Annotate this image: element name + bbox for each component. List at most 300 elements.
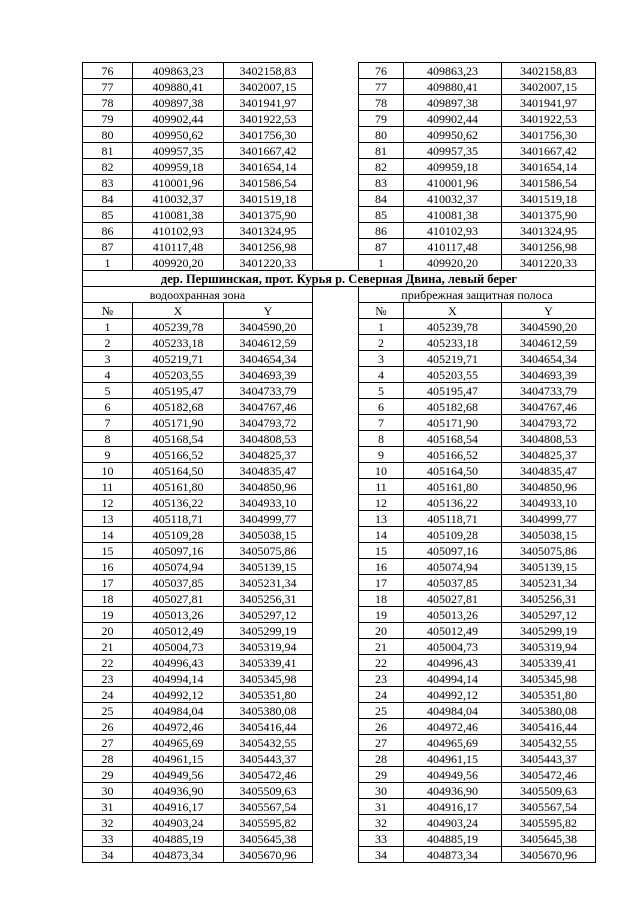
x-coordinate-cell: 405004,73	[404, 639, 502, 655]
point-number-cell: 2	[359, 335, 404, 351]
y-coordinate-cell: 3401922,53	[502, 111, 596, 127]
y-coordinate-cell: 3405567,54	[502, 799, 596, 815]
y-coordinate-cell: 3405299,19	[502, 623, 596, 639]
y-coordinate-cell: 3404590,20	[224, 319, 313, 335]
x-coordinate-cell: 404961,15	[404, 751, 502, 767]
x-coordinate-cell: 405004,73	[133, 639, 224, 655]
table-row	[83, 543, 596, 559]
x-coordinate-cell: 404903,24	[404, 815, 502, 831]
y-coordinate-cell: 3405256,31	[502, 591, 596, 607]
y-coordinate-cell: 3405595,82	[502, 815, 596, 831]
point-number-cell: 5	[83, 383, 133, 399]
y-column-header: Y	[224, 303, 313, 319]
point-number-cell: 84	[83, 191, 133, 207]
y-coordinate-cell: 3402158,83	[224, 63, 313, 79]
y-coordinate-cell: 3401654,14	[224, 159, 313, 175]
point-number-cell: 21	[83, 639, 133, 655]
y-coordinate-cell: 3405432,55	[502, 735, 596, 751]
y-coordinate-cell: 3404654,34	[224, 351, 313, 367]
y-coordinate-cell: 3405472,46	[502, 767, 596, 783]
point-number-cell: 24	[83, 687, 133, 703]
y-coordinate-cell: 3405351,80	[224, 687, 313, 703]
point-number-cell: 34	[83, 847, 133, 863]
point-number-cell: 23	[359, 671, 404, 687]
y-coordinate-cell: 3405670,96	[224, 847, 313, 863]
point-number-cell: 85	[83, 207, 133, 223]
x-coordinate-cell: 409863,23	[404, 63, 502, 79]
column-gap	[313, 287, 359, 303]
point-number-cell: 33	[359, 831, 404, 847]
y-coordinate-cell: 3405509,63	[224, 783, 313, 799]
y-coordinate-cell: 3401256,98	[502, 239, 596, 255]
point-number-cell: 9	[83, 447, 133, 463]
y-coordinate-cell: 3405567,54	[224, 799, 313, 815]
point-number-cell: 22	[83, 655, 133, 671]
point-number-cell: 18	[359, 591, 404, 607]
x-coordinate-cell: 409880,41	[133, 79, 224, 95]
point-number-cell: 1	[359, 319, 404, 335]
table-row	[83, 847, 596, 863]
x-coordinate-cell: 409950,62	[404, 127, 502, 143]
x-coordinate-cell: 404949,56	[133, 767, 224, 783]
x-coordinate-cell: 404903,24	[133, 815, 224, 831]
y-column-header: Y	[502, 303, 596, 319]
y-coordinate-cell: 3404793,72	[224, 415, 313, 431]
point-number-cell: 87	[83, 239, 133, 255]
point-number-cell: 26	[83, 719, 133, 735]
x-coordinate-cell: 405233,18	[133, 335, 224, 351]
section-title: дер. Першинская, прот. Курья р. Северная Двина, левый берег	[83, 271, 596, 287]
y-coordinate-cell: 3405345,98	[502, 671, 596, 687]
table-row	[83, 95, 596, 111]
column-gap	[313, 95, 359, 111]
point-number-cell: 29	[83, 767, 133, 783]
y-coordinate-cell: 3404612,59	[502, 335, 596, 351]
table-row	[83, 815, 596, 831]
y-coordinate-cell: 3404825,37	[502, 447, 596, 463]
x-coordinate-cell: 405203,55	[133, 367, 224, 383]
y-coordinate-cell: 3401941,97	[502, 95, 596, 111]
point-number-cell: 29	[359, 767, 404, 783]
x-coordinate-cell: 405166,52	[404, 447, 502, 463]
point-number-cell: 15	[359, 543, 404, 559]
point-number-cell: 23	[83, 671, 133, 687]
y-coordinate-cell: 3402158,83	[502, 63, 596, 79]
x-coordinate-cell: 404873,34	[404, 847, 502, 863]
point-number-cell: 22	[359, 655, 404, 671]
point-number-cell: 27	[83, 735, 133, 751]
point-number-cell: 15	[83, 543, 133, 559]
y-coordinate-cell: 3405443,37	[224, 751, 313, 767]
point-number-cell: 30	[359, 783, 404, 799]
x-coordinate-cell: 405074,94	[404, 559, 502, 575]
x-coordinate-cell: 405013,26	[404, 607, 502, 623]
point-number-cell: 14	[83, 527, 133, 543]
point-number-cell: 14	[359, 527, 404, 543]
point-number-cell: 31	[83, 799, 133, 815]
point-number-cell: 16	[83, 559, 133, 575]
column-gap	[313, 63, 359, 79]
table-body	[83, 63, 596, 863]
y-coordinate-cell: 3405645,38	[224, 831, 313, 847]
point-number-cell: 1	[83, 319, 133, 335]
x-coordinate-cell: 404992,12	[404, 687, 502, 703]
x-coordinate-cell: 405166,52	[133, 447, 224, 463]
coordinates-table	[82, 62, 596, 863]
point-number-cell: 83	[359, 175, 404, 191]
x-column-header: X	[404, 303, 502, 319]
x-coordinate-cell: 405074,94	[133, 559, 224, 575]
point-number-cell: 28	[83, 751, 133, 767]
zone-labels-row	[83, 287, 596, 303]
y-coordinate-cell: 3404693,39	[224, 367, 313, 383]
table-row	[83, 559, 596, 575]
point-number-cell: 80	[359, 127, 404, 143]
table-row	[83, 223, 596, 239]
x-coordinate-cell: 405027,81	[404, 591, 502, 607]
y-coordinate-cell: 3404808,53	[502, 431, 596, 447]
column-gap	[313, 79, 359, 95]
y-coordinate-cell: 3401667,42	[224, 143, 313, 159]
y-coordinate-cell: 3404767,46	[224, 399, 313, 415]
x-coordinate-cell: 409957,35	[133, 143, 224, 159]
x-coordinate-cell: 409902,44	[133, 111, 224, 127]
point-number-cell: 19	[359, 607, 404, 623]
column-gap	[313, 415, 359, 431]
x-coordinate-cell: 405195,47	[404, 383, 502, 399]
table-row	[83, 735, 596, 751]
x-coordinate-cell: 405136,22	[133, 495, 224, 511]
table-row	[83, 751, 596, 767]
table-row	[83, 335, 596, 351]
y-coordinate-cell: 3405075,86	[502, 543, 596, 559]
x-coordinate-cell: 405203,55	[404, 367, 502, 383]
x-coordinate-cell: 410032,37	[404, 191, 502, 207]
y-coordinate-cell: 3405231,34	[224, 575, 313, 591]
column-gap	[313, 207, 359, 223]
table-row	[83, 111, 596, 127]
number-column-header: №	[83, 303, 133, 319]
y-coordinate-cell: 3404693,39	[502, 367, 596, 383]
x-coordinate-cell: 404992,12	[133, 687, 224, 703]
y-coordinate-cell: 3405299,19	[224, 623, 313, 639]
point-number-cell: 32	[359, 815, 404, 831]
point-number-cell: 13	[83, 511, 133, 527]
x-coordinate-cell: 410102,93	[133, 223, 224, 239]
point-number-cell: 20	[359, 623, 404, 639]
x-coordinate-cell: 405239,78	[404, 319, 502, 335]
table-row	[83, 431, 596, 447]
x-coordinate-cell: 404949,56	[404, 767, 502, 783]
x-coordinate-cell: 404994,14	[404, 671, 502, 687]
y-coordinate-cell: 3401756,30	[502, 127, 596, 143]
x-coordinate-cell: 410117,48	[133, 239, 224, 255]
column-gap	[313, 831, 359, 847]
column-gap	[313, 159, 359, 175]
x-coordinate-cell: 405037,85	[133, 575, 224, 591]
column-gap	[313, 607, 359, 623]
y-coordinate-cell: 3404850,96	[502, 479, 596, 495]
point-number-cell: 7	[83, 415, 133, 431]
x-coordinate-cell: 409920,20	[404, 255, 502, 271]
x-coordinate-cell: 404936,90	[404, 783, 502, 799]
x-coordinate-cell: 405161,80	[133, 479, 224, 495]
table-row	[83, 655, 596, 671]
x-coordinate-cell: 404972,46	[404, 719, 502, 735]
x-coordinate-cell: 405182,68	[404, 399, 502, 415]
point-number-cell: 13	[359, 511, 404, 527]
table-row	[83, 495, 596, 511]
column-gap	[313, 111, 359, 127]
x-coordinate-cell: 405168,54	[404, 431, 502, 447]
point-number-cell: 21	[359, 639, 404, 655]
column-gap	[313, 751, 359, 767]
point-number-cell: 80	[83, 127, 133, 143]
x-coordinate-cell: 405219,71	[133, 351, 224, 367]
point-number-cell: 20	[83, 623, 133, 639]
table-row	[83, 479, 596, 495]
point-number-cell: 26	[359, 719, 404, 735]
column-gap	[313, 671, 359, 687]
table-row	[83, 511, 596, 527]
y-coordinate-cell: 3401375,90	[502, 207, 596, 223]
y-coordinate-cell: 3404933,10	[224, 495, 313, 511]
table-row	[83, 719, 596, 735]
column-gap	[313, 255, 359, 271]
x-coordinate-cell: 405239,78	[133, 319, 224, 335]
table-row	[83, 527, 596, 543]
x-coordinate-cell: 404996,43	[404, 655, 502, 671]
x-coordinate-cell: 410102,93	[404, 223, 502, 239]
point-number-cell: 82	[359, 159, 404, 175]
column-gap	[313, 351, 359, 367]
x-coordinate-cell: 405027,81	[133, 591, 224, 607]
x-coordinate-cell: 405171,90	[133, 415, 224, 431]
point-number-cell: 6	[83, 399, 133, 415]
point-number-cell: 7	[359, 415, 404, 431]
column-gap	[313, 719, 359, 735]
x-coordinate-cell: 404994,14	[133, 671, 224, 687]
column-gap	[313, 319, 359, 335]
y-coordinate-cell: 3404999,77	[224, 511, 313, 527]
y-coordinate-cell: 3405231,34	[502, 575, 596, 591]
column-gap	[313, 639, 359, 655]
point-number-cell: 17	[359, 575, 404, 591]
coastal-protective-strip-label: прибрежная защитная полоса	[359, 287, 596, 303]
x-coordinate-cell: 409959,18	[404, 159, 502, 175]
point-number-cell: 17	[83, 575, 133, 591]
y-coordinate-cell: 3405297,12	[224, 607, 313, 623]
point-number-cell: 5	[359, 383, 404, 399]
y-coordinate-cell: 3401220,33	[224, 255, 313, 271]
table-row	[83, 415, 596, 431]
table-row	[83, 319, 596, 335]
point-number-cell: 87	[359, 239, 404, 255]
x-coordinate-cell: 404873,34	[133, 847, 224, 863]
point-number-cell: 34	[359, 847, 404, 863]
column-gap	[313, 575, 359, 591]
table-row	[83, 159, 596, 175]
point-number-cell: 86	[83, 223, 133, 239]
x-coordinate-cell: 405109,28	[404, 527, 502, 543]
y-coordinate-cell: 3402007,15	[502, 79, 596, 95]
table-row	[83, 239, 596, 255]
point-number-cell: 78	[359, 95, 404, 111]
y-coordinate-cell: 3405038,15	[502, 527, 596, 543]
y-coordinate-cell: 3405319,94	[502, 639, 596, 655]
column-gap	[313, 543, 359, 559]
x-coordinate-cell: 404936,90	[133, 783, 224, 799]
x-coordinate-cell: 405161,80	[404, 479, 502, 495]
point-number-cell: 4	[359, 367, 404, 383]
y-coordinate-cell: 3405416,44	[224, 719, 313, 735]
point-number-cell: 81	[83, 143, 133, 159]
point-number-cell: 28	[359, 751, 404, 767]
y-coordinate-cell: 3405645,38	[502, 831, 596, 847]
column-gap	[313, 527, 359, 543]
table-row	[83, 639, 596, 655]
x-coordinate-cell: 404984,04	[404, 703, 502, 719]
table-row	[83, 399, 596, 415]
point-number-cell: 79	[359, 111, 404, 127]
table-row	[83, 367, 596, 383]
x-coordinate-cell: 410081,38	[133, 207, 224, 223]
y-coordinate-cell: 3405038,15	[224, 527, 313, 543]
y-coordinate-cell: 3401519,18	[224, 191, 313, 207]
y-coordinate-cell: 3401941,97	[224, 95, 313, 111]
y-coordinate-cell: 3401667,42	[502, 143, 596, 159]
column-gap	[313, 479, 359, 495]
point-number-cell: 79	[83, 111, 133, 127]
point-number-cell: 33	[83, 831, 133, 847]
x-coordinate-cell: 404996,43	[133, 655, 224, 671]
point-number-cell: 31	[359, 799, 404, 815]
point-number-cell: 30	[83, 783, 133, 799]
column-gap	[313, 655, 359, 671]
column-gap	[313, 815, 359, 831]
y-coordinate-cell: 3404835,47	[502, 463, 596, 479]
y-coordinate-cell: 3405339,41	[224, 655, 313, 671]
y-coordinate-cell: 3405351,80	[502, 687, 596, 703]
point-number-cell: 1	[359, 255, 404, 271]
x-coordinate-cell: 409957,35	[404, 143, 502, 159]
y-coordinate-cell: 3401586,54	[502, 175, 596, 191]
y-coordinate-cell: 3405380,08	[502, 703, 596, 719]
column-gap	[313, 191, 359, 207]
table-row	[83, 447, 596, 463]
y-coordinate-cell: 3401922,53	[224, 111, 313, 127]
y-coordinate-cell: 3404767,46	[502, 399, 596, 415]
column-gap	[313, 511, 359, 527]
y-coordinate-cell: 3405139,15	[224, 559, 313, 575]
point-number-cell: 84	[359, 191, 404, 207]
x-coordinate-cell: 410001,96	[133, 175, 224, 191]
x-coordinate-cell: 404916,17	[133, 799, 224, 815]
y-coordinate-cell: 3404733,79	[502, 383, 596, 399]
y-coordinate-cell: 3404808,53	[224, 431, 313, 447]
water-protection-zone-label: водоохранная зона	[83, 287, 313, 303]
point-number-cell: 76	[83, 63, 133, 79]
table-row	[83, 703, 596, 719]
table-row	[83, 79, 596, 95]
y-coordinate-cell: 3401586,54	[224, 175, 313, 191]
point-number-cell: 16	[359, 559, 404, 575]
y-coordinate-cell: 3401256,98	[224, 239, 313, 255]
table-row	[83, 831, 596, 847]
point-number-cell: 25	[83, 703, 133, 719]
x-coordinate-cell: 404972,46	[133, 719, 224, 735]
y-coordinate-cell: 3405319,94	[224, 639, 313, 655]
y-coordinate-cell: 3405416,44	[502, 719, 596, 735]
column-gap	[313, 399, 359, 415]
point-number-cell: 8	[83, 431, 133, 447]
y-coordinate-cell: 3404933,10	[502, 495, 596, 511]
y-coordinate-cell: 3405339,41	[502, 655, 596, 671]
x-coordinate-cell: 405168,54	[133, 431, 224, 447]
point-number-cell: 9	[359, 447, 404, 463]
point-number-cell: 76	[359, 63, 404, 79]
table-row	[83, 575, 596, 591]
x-coordinate-cell: 409950,62	[133, 127, 224, 143]
column-gap	[313, 431, 359, 447]
x-coordinate-cell: 405164,50	[133, 463, 224, 479]
column-gap	[313, 847, 359, 863]
y-coordinate-cell: 3405139,15	[502, 559, 596, 575]
point-number-cell: 10	[359, 463, 404, 479]
y-coordinate-cell: 3402007,15	[224, 79, 313, 95]
x-coordinate-cell: 405118,71	[404, 511, 502, 527]
point-number-cell: 11	[83, 479, 133, 495]
point-number-cell: 2	[83, 335, 133, 351]
x-coordinate-cell: 410117,48	[404, 239, 502, 255]
point-number-cell: 1	[83, 255, 133, 271]
x-coordinate-cell: 409897,38	[133, 95, 224, 111]
point-number-cell: 27	[359, 735, 404, 751]
y-coordinate-cell: 3405443,37	[502, 751, 596, 767]
y-coordinate-cell: 3405380,08	[224, 703, 313, 719]
column-gap	[313, 463, 359, 479]
point-number-cell: 10	[83, 463, 133, 479]
point-number-cell: 85	[359, 207, 404, 223]
y-coordinate-cell: 3404590,20	[502, 319, 596, 335]
column-gap	[313, 495, 359, 511]
x-coordinate-cell: 405219,71	[404, 351, 502, 367]
y-coordinate-cell: 3404654,34	[502, 351, 596, 367]
point-number-cell: 24	[359, 687, 404, 703]
table-row	[83, 127, 596, 143]
column-gap	[313, 383, 359, 399]
x-coordinate-cell: 409897,38	[404, 95, 502, 111]
y-coordinate-cell: 3404612,59	[224, 335, 313, 351]
x-coordinate-cell: 404984,04	[133, 703, 224, 719]
table-row	[83, 63, 596, 79]
y-coordinate-cell: 3404825,37	[224, 447, 313, 463]
x-coordinate-cell: 405233,18	[404, 335, 502, 351]
column-gap	[313, 447, 359, 463]
y-coordinate-cell: 3405075,86	[224, 543, 313, 559]
y-coordinate-cell: 3404999,77	[502, 511, 596, 527]
column-gap	[313, 623, 359, 639]
table-row	[83, 783, 596, 799]
table-row	[83, 191, 596, 207]
point-number-cell: 3	[83, 351, 133, 367]
x-coordinate-cell: 409959,18	[133, 159, 224, 175]
table-row	[83, 463, 596, 479]
x-coordinate-cell: 405012,49	[133, 623, 224, 639]
point-number-cell: 8	[359, 431, 404, 447]
column-gap	[313, 703, 359, 719]
column-gap	[313, 143, 359, 159]
